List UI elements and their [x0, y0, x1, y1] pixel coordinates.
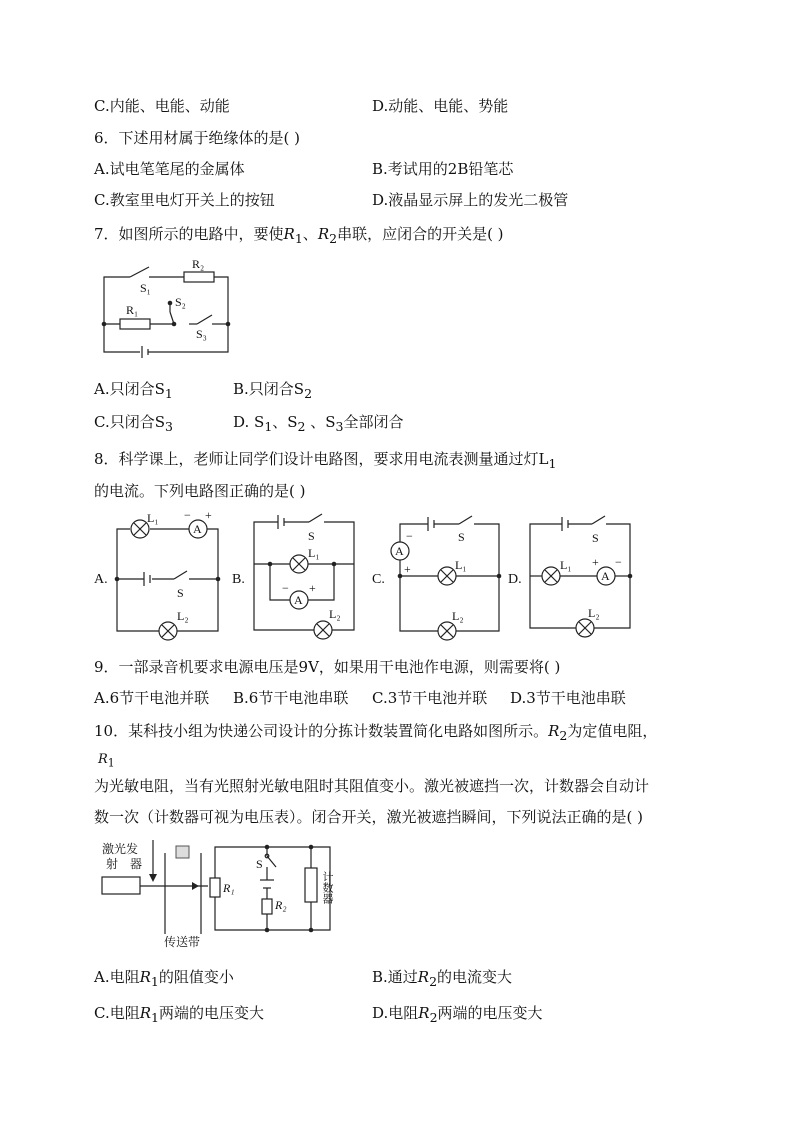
q8-stem: 8．科学课上，老师让同学们设计电路图，要求用电流表测量通过灯$L_1$ — [94, 450, 557, 471]
q10-stem-line2: 为光敏电阻，当有光照射光敏电阻时其阻值变小。激光被遮挡一次，计数器会自动计 — [94, 777, 650, 795]
q10-option-a: A.电阻$R_1$的阻值变小 — [94, 968, 234, 989]
q8a-label-s: S — [177, 586, 184, 600]
q8d-node — [628, 574, 633, 579]
q8a-wires — [117, 529, 218, 631]
q8c-node — [497, 574, 502, 579]
q8d-plus: + — [592, 555, 599, 569]
svg-text:A: A — [294, 593, 303, 607]
q8a-label-l1: L₁ — [147, 511, 159, 525]
q10-counter — [305, 868, 317, 902]
q7-circuit-figure — [94, 252, 244, 364]
q8d-switch — [592, 516, 605, 524]
q7-node — [168, 301, 173, 306]
q10-laser-emitter — [102, 877, 140, 894]
q9-option-d: D.3节干电池串联 — [510, 689, 626, 707]
q7-resistor-r1 — [120, 319, 150, 329]
q10-label-r1: R₁ — [223, 881, 235, 895]
q7-label-r1: R₁ — [126, 303, 139, 317]
q8b-ammeter — [290, 591, 308, 609]
q8-label-c: C. — [372, 572, 385, 587]
q8-circuit-d — [508, 508, 643, 636]
q10-resistor-r1 — [210, 878, 220, 897]
q7-node — [172, 322, 177, 327]
q8d-ammeter — [597, 567, 615, 585]
q7-switch-s3 — [197, 315, 212, 324]
q10-r1-symbol: $R_1$ — [98, 752, 115, 770]
q7-resistor-r2 — [184, 272, 214, 282]
q8b-plus: + — [309, 581, 316, 595]
q7-option-b: B.只闭合$S_2$ — [233, 380, 313, 401]
q10-label-emitter-2: 射 器 — [106, 857, 143, 871]
q7-label-s3: S₃ — [196, 327, 207, 341]
q8c-label-l1: L₁ — [455, 558, 467, 572]
q8b-label-l2: L₂ — [329, 607, 341, 621]
q10-down-arrow — [149, 874, 157, 882]
q8-circuit-c — [372, 508, 507, 636]
q9-option-c: C.3节干电池并联 — [372, 689, 488, 707]
q6-stem: 6．下述用材属于绝缘体的是( ) — [94, 129, 301, 147]
q5-option-c: C.内能、电能、动能 — [94, 97, 230, 115]
q8d-label-l2: L₂ — [588, 606, 600, 620]
q8d-label-l1: L₁ — [560, 558, 572, 572]
q10-node — [309, 928, 314, 933]
q8c-node — [398, 574, 403, 579]
q10-node — [265, 928, 270, 933]
q8a-minus: − — [184, 508, 191, 522]
q10-stem-line3: 数一次（计数器可视为电压表）。闭合开关，激光被遮挡瞬间，下列说法正确的是( ) — [94, 808, 643, 826]
q8-label-d: D. — [508, 572, 522, 587]
q8b-label-l1: L₁ — [308, 546, 320, 560]
q6-option-a: A.试电笔笔尾的金属体 — [94, 160, 245, 178]
q7-stem: 7．如图所示的电路中，要使$R_1$、$R_2$串联，应闭合的开关是( ) — [94, 225, 504, 246]
q8d-lamp-l2 — [576, 619, 594, 637]
q8c-lamp-l2 — [438, 622, 456, 640]
q8a-node — [216, 577, 221, 582]
q8-label-a: A. — [94, 572, 108, 587]
q8b-lamp-l1 — [290, 555, 308, 573]
q8b-lamp-l2 — [314, 621, 332, 639]
q8c-label-s: S — [458, 530, 465, 544]
q7-option-d: D. $S_1$、$S_2$ 、$S_3$全部闭合 — [233, 413, 404, 434]
q7-option-a: A.只闭合$S_1$ — [94, 380, 173, 401]
q10-stem: 10．某科技小组为快递公司设计的分拣计数装置简化电路如图所示。$R_2$为定值电阻， — [94, 722, 658, 743]
q10-package — [176, 846, 189, 858]
q6-option-c: C.教室里电灯开关上的按钮 — [94, 191, 275, 209]
q8b-node — [268, 562, 273, 567]
q7-label-s2: S₂ — [175, 295, 186, 309]
q8-label-b: B. — [232, 572, 245, 587]
q7-node — [102, 322, 107, 327]
q8b-label-s: S — [308, 529, 315, 543]
q6-option-d: D.液晶显示屏上的发光二极管 — [372, 191, 569, 209]
q10-circuit-figure — [100, 838, 340, 952]
q7-label-s1: S₁ — [140, 281, 151, 295]
q7-wires — [104, 277, 228, 352]
svg-text:A: A — [395, 544, 404, 558]
svg-text:A: A — [193, 522, 202, 536]
q8c-plus: + — [404, 562, 411, 576]
q7-option-c: C.只闭合$S_3$ — [94, 413, 173, 434]
q8b-node — [332, 562, 337, 567]
q7-node — [226, 322, 231, 327]
q8b-minus: − — [282, 581, 289, 595]
q8c-minus: − — [406, 529, 413, 543]
q8d-lamp-l1 — [542, 567, 560, 585]
q8a-node — [115, 577, 120, 582]
q9-option-b: B.6节干电池串联 — [233, 689, 349, 707]
q8b-switch — [309, 514, 322, 522]
q5-option-d: D.动能、电能、势能 — [372, 97, 509, 115]
svg-text:A: A — [601, 569, 610, 583]
q10-option-c: C.电阻$R_1$两端的电压变大 — [94, 1004, 264, 1025]
q7-switch-s1 — [130, 267, 149, 277]
q8a-switch — [174, 571, 187, 579]
q8a-plus: + — [205, 508, 212, 522]
q8c-lamp-l1 — [438, 567, 456, 585]
q9-stem: 9．一部录音机要求电源电压是9V，如果用干电池作电源，则需要将( ) — [94, 658, 561, 676]
q10-label-belt: 传送带 — [164, 935, 201, 949]
q8d-minus: − — [615, 555, 622, 569]
q10-node — [309, 845, 314, 850]
q10-label-s: S — [256, 857, 263, 871]
q10-label-counter: 计数器 — [321, 871, 333, 904]
q8d-label-s: S — [592, 531, 599, 545]
q7-label-r2: R₂ — [192, 257, 205, 271]
q10-option-d: D.电阻$R_2$两端的电压变大 — [372, 1004, 543, 1025]
q10-label-emitter-1: 激光发 — [102, 842, 139, 856]
q6-option-b: B.考试用的2B铅笔芯 — [372, 160, 514, 178]
q9-option-a: A.6节干电池并联 — [94, 689, 210, 707]
q10-label-r2: R₂ — [275, 898, 287, 912]
q8a-ammeter — [189, 520, 207, 538]
q10-node — [265, 845, 270, 850]
q8-stem-line2: 的电流。下列电路图正确的是( ) — [94, 482, 306, 500]
q8c-switch — [459, 516, 472, 524]
q8a-lamp-l2 — [159, 622, 177, 640]
q10-beam-arrow — [192, 882, 199, 890]
q8-circuit-a — [94, 508, 229, 636]
q8c-ammeter — [391, 542, 409, 560]
q10-resistor-r2 — [262, 899, 272, 914]
q10-option-b: B.通过$R_2$的电流变大 — [372, 968, 513, 989]
q8a-label-l2: L₂ — [177, 609, 189, 623]
q8-circuit-b — [232, 508, 367, 636]
q8c-label-l2: L₂ — [452, 609, 464, 623]
